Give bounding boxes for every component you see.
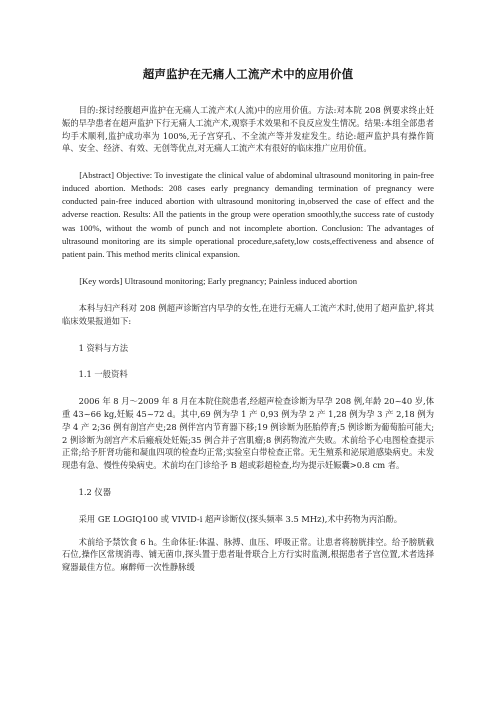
document-title: 超声监护在无痛人工流产术中的应用价值 — [142, 67, 354, 81]
abstract-english: [Abstract] Objective: To investigate the clinical value of abdominal ultrasound monitoring in pain-free induced abortion. Methods: 208 cases early pregnancy demanding termination of pregnancy were conducted pain-free induced abortion with ultrasound monitoring in,observed the case of effect and the adverse reaction. Results: All the patients in the group were operation smoothly,the success rate of custody was 100%, without the womb of punch and not incomplete abortion. Conclusion: The advantages of ultrasound monitoring are its simple operational procedure,safety,low costs,effectiveness and absence of patient pain. This method merits clinical expansion. — [62, 170, 434, 259]
section-1-heading: 1 资料与方法 — [78, 342, 128, 353]
section-1-1-heading: 1.1 一般资料 — [78, 369, 128, 380]
section-1-1-body: 2006 年 8 月～2009 年 8 月在本院住院患者,经超声检查诊断为早孕 208 例,年龄 20~40 岁,体重 43~66 kg,妊娠 45~72 d。其中,69 例为孕 1 产 0,93 例为孕 2 产 1,28 例为孕 3 产 2,18 例为孕 4 产 2;36 例有剖宫产史;28 例伴宫内节育器下移;19 例诊断为胚胎停育;5 例诊断为葡萄胎可能大;2 例诊断为剖宫产术后瘢痕处妊娠;35 例合并子宫肌瘤;8 例药物流产失败。术前给予心电图检查提示正常;给予肝肾功能和凝血四项的检查均正常;实验室白带检查正常。无生殖系和泌尿道感染病史。未发现患有急、慢性传染病史。术前均在门诊给予 B 超或彩超检查,均为提示妊娠囊>0.8 cm 者。 — [62, 396, 434, 471]
section-1-2-body-continued: 术前给予禁饮食 6 h。生命体征:体温、脉搏、血压、呼吸正常。让患者将膀胱排空。给予膀胱截石位,操作区常规消毒、铺无菌巾,探头置于患者耻骨联合上方行实时监测,根据患者子宫位置,术者选择窥器最佳方位。麻醉师一次性静脉缓 — [62, 536, 434, 573]
section-1-2-body: 采用 GE LOGIQ100 或 VIVID-i 超声诊断仪(探头频率 3.5 MHz),术中药物为丙泊酚。 — [78, 513, 403, 524]
section-1-2-heading: 1.2 仪器 — [78, 486, 112, 497]
keywords-english: [Key words] Ultrasound monitoring; Early pregnancy; Painless induced abortion — [79, 275, 357, 286]
abstract-chinese: 目的:探讨经腹超声监护在无痛人工流产术(人流)中的应用价值。方法:对本院 208 例要求终止妊娠的早孕患者在超声监护下行无痛人工流产术,观察手术效果和不良反应发生情况。结果:本组全部患者均手术顺利,监护成功率为 100%,无子宫穿孔、不全流产等并发症发生。结论:超声监护具有操作简单、安全、经济、有效、无创等优点,对无痛人工流产术有很好的临床推广应用价值。 — [62, 105, 434, 154]
introduction-paragraph: 本科与妇产科对 208 例超声诊断宫内早孕的女性,在进行无痛人工流产术时,使用了超声监护,将其临床效果报道如下: — [62, 302, 434, 326]
